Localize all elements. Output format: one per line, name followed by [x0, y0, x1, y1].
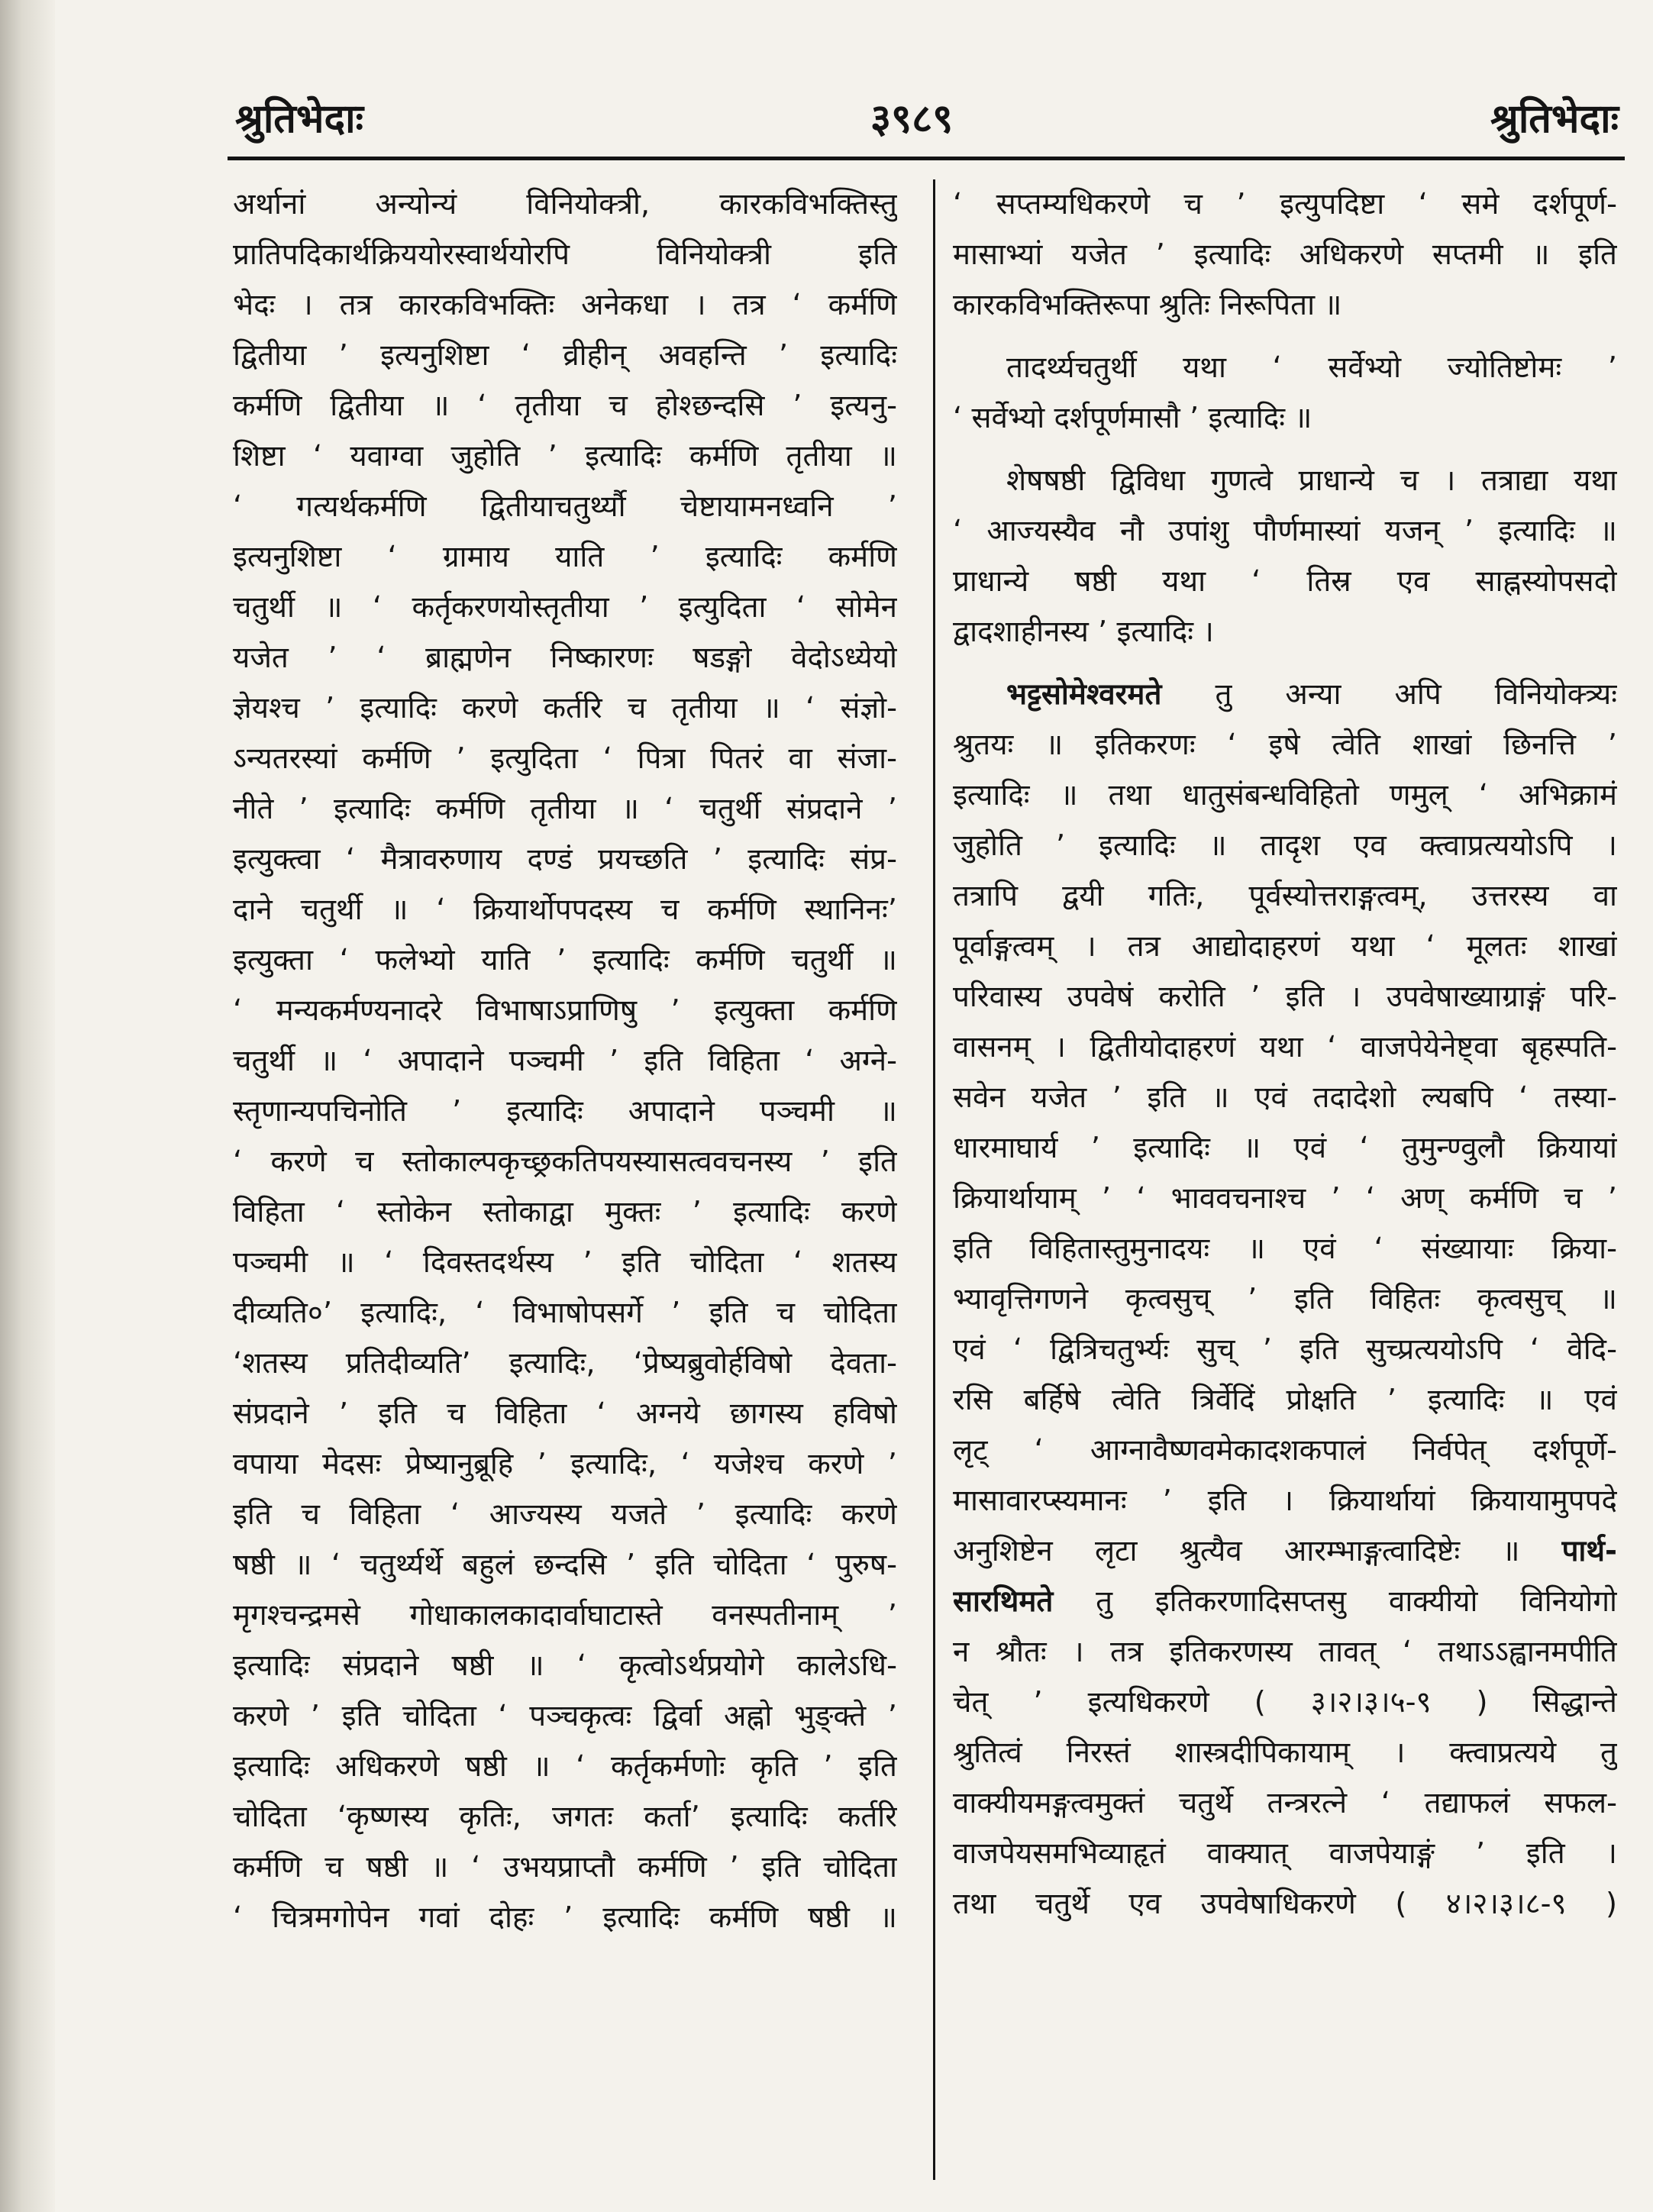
- text-line: इत्यनुशिष्टा ‘ ग्रामाय याति ’ इत्यादिः कर्मणि: [233, 540, 897, 574]
- paragraph: [953, 179, 1617, 331]
- running-header-right: श्रुतिभेदाः: [1490, 96, 1619, 142]
- author-name: पार्थ-: [1561, 1534, 1617, 1568]
- text-line: इत्युक्त्वा ‘ मैत्रावरुणाय दण्डं प्रयच्छति ’ इत्यादिः संप्र-: [233, 842, 897, 877]
- text-line: भेदः । तत्र कारकविभक्तिः अनेकधा । तत्र ‘ कर्मणि: [233, 288, 897, 322]
- text-line: ‘ मन्यकर्मण्यनादरे विभाषाऽप्राणिषु ’ इत्युक्ता कर्मणि: [233, 993, 897, 1028]
- text-line: तादर्थ्यचतुर्थी यथा ‘ सर्वेभ्यो ज्योतिष्टोमः ’: [1006, 350, 1617, 385]
- text-line: विहिता ‘ स्तोकेन स्तोकाद्वा मुक्तः ’ इत्यादिः करणे: [233, 1195, 897, 1229]
- text-line: शिष्टा ‘ यवाग्वा जुहोति ’ इत्यादिः कर्मणि तृतीया ॥: [233, 439, 897, 473]
- text-line: इति च विहिता ‘ आज्यस्य यजते ’ इत्यादिः करणे: [233, 1497, 897, 1532]
- page-binding-edge: [0, 0, 55, 2212]
- column-divider: [933, 179, 935, 2180]
- text-line: यजेत ’ ‘ ब्राह्मणेन निष्कारणः षडङ्गो वेदोऽध्येयो: [233, 641, 897, 675]
- text-span: अनुशिष्टेन लृटा श्रुत्यैव आरम्भाङ्गत्वादिष्टेः ॥: [953, 1534, 1520, 1568]
- text-line: इत्यादिः अधिकरणे षष्ठी ॥ ‘ कर्तृकर्मणोः कृति ’ इति: [233, 1749, 897, 1784]
- text-line: षष्ठी ॥ ‘ चतुर्थ्यर्थे बहुलं छन्दसि ’ इति चोदिता ‘ पुरुष-: [233, 1548, 897, 1582]
- text-line: द्वादशाहीनस्य ’ इत्यादिः ।: [953, 615, 1214, 649]
- text-line: संप्रदाने ’ इति च विहिता ‘ अग्नये छागस्य हविषो: [233, 1397, 897, 1431]
- header-rule: [228, 157, 1625, 160]
- text-line: प्राधान्ये षष्ठी यथा ‘ तिस्र एव साह्नस्योपसदो: [953, 564, 1617, 599]
- text-line: ‘ चित्रमगोपेन गवां दोहः ’ इत्यादिः कर्मणि षष्ठी ॥: [233, 1900, 897, 1935]
- author-name: सारथिमते: [953, 1584, 1054, 1619]
- text-line: दीव्यति०’ इत्यादिः, ‘ विभाषोपसर्गे ’ इति च चोदिता: [233, 1296, 897, 1330]
- right-column: [953, 179, 1617, 1929]
- page-number: ३९८९: [870, 96, 954, 142]
- text-span: तु इतिकरणादिसप्तसु वाक्यीयो विनियोगो: [1096, 1584, 1617, 1619]
- text-line: ज्ञेयश्च ’ इत्यादिः करणे कर्तरि च तृतीया ॥ ‘ संज्ञो-: [233, 691, 897, 725]
- text-line: लृट् ‘ आग्नावैष्णवमेकादशकपालं निर्वपेत् दर्शपूर्णे-: [953, 1433, 1617, 1468]
- text-line: वाजपेयसमभिव्याहृतं वाक्यात् वाजपेयाङ्गं ’ इति ।: [953, 1836, 1617, 1871]
- text-line: रसि बर्हिषे त्वेति त्रिर्वेदिं प्रोक्षति ’ इत्यादिः ॥ एवं: [953, 1383, 1617, 1417]
- text-line: श्रुतित्वं निरस्तं शास्त्रदीपिकायाम् । क्त्वाप्रत्यये तु: [953, 1736, 1617, 1770]
- text-line: वपाया मेदसः प्रेष्यानुब्रूहि ’ इत्यादिः, ‘ यजेश्च करणे ’: [233, 1447, 897, 1481]
- text-line: कर्मणि च षष्ठी ॥ ‘ उभयप्राप्तौ कर्मणि ’ इति चोदिता: [233, 1850, 897, 1884]
- text-line: श्रुतयः ॥ इतिकरणः ‘ इषे त्वेति शाखां छिनत्ति ’: [953, 728, 1617, 762]
- text-line: शेषषष्ठी द्विविधा गुणत्वे प्राधान्ये च । तत्राद्या यथा: [1006, 463, 1617, 498]
- text-line: ‘ गत्यर्थकर्मणि द्वितीयाचतुर्थ्यौ चेष्टायामनध्वनि ’: [233, 489, 897, 524]
- text-line: स्तृणान्यपचिनोति ’ इत्यादिः अपादाने पञ्चमी ॥: [233, 1094, 897, 1129]
- text-line: इत्युक्ता ‘ फलेभ्यो याति ’ इत्यादिः कर्मणि चतुर्थी ॥: [233, 943, 897, 977]
- text-line: न श्रौतः । तत्र इतिकरणस्य तावत् ‘ तथाऽऽह्वानमपीति: [953, 1635, 1617, 1669]
- text-line: तत्रापि द्वयी गतिः, पूर्वस्योत्तराङ्गत्वम्, उत्तरस्य वा: [953, 879, 1617, 913]
- text-line: [953, 1526, 1617, 1577]
- text-line: इत्यादिः ॥ तथा धातुसंबन्धविहितो णमुल् ‘ अभिक्रामं: [953, 778, 1617, 812]
- text-line: इत्यादिः संप्रदाने षष्ठी ॥ ‘ कृत्वोऽर्थप्रयोगे कालेऽधि-: [233, 1649, 897, 1683]
- text-line: भ्यावृत्तिगणने कृत्वसुच् ’ इति विहितः कृत्वसुच् ॥: [953, 1282, 1617, 1316]
- text-line: कारकविभक्तिरूपा श्रुतिः निरूपिता ॥: [953, 288, 1342, 322]
- text-line: मासाभ्यां यजेत ’ इत्यादिः अधिकरणे सप्तमी ॥ इति: [953, 237, 1617, 272]
- paragraph: [953, 670, 1617, 1929]
- text-line: एवं ‘ द्वित्रिचतुर्भ्यः सुच् ’ इति सुच्प्रत्ययोऽपि ‘ वेदि-: [953, 1332, 1617, 1367]
- text-line: ‘ सप्तम्यधिकरणे च ’ इत्युपदिष्टा ‘ समे दर्शपूर्ण-: [953, 187, 1617, 221]
- running-header-left: श्रुतिभेदाः: [235, 96, 364, 142]
- text-line: पूर्वाङ्गत्वम् । तत्र आद्योदाहरणं यथा ‘ मूलतः शाखां: [953, 929, 1617, 964]
- text-line: ‘ करणे च स्तोकाल्पकृच्छ्रकतिपयस्यासत्ववचनस्य ’ इति: [233, 1145, 897, 1179]
- left-column: [233, 179, 897, 1943]
- text-line: वाक्यीयमङ्गत्वमुक्तं चतुर्थे तन्त्ररत्ने ‘ तद्याफलं सफल-: [953, 1786, 1617, 1820]
- author-name: भट्टसोमेश्वरमते: [1006, 677, 1162, 712]
- text-line: मासावारप्स्यमानः ’ इति । क्रियार्थायां क्रियायामुपपदे: [953, 1484, 1617, 1518]
- text-line: चतुर्थी ॥ ‘ कर्तृकरणयोस्तृतीया ’ इत्युदिता ‘ सोमेन: [233, 590, 897, 625]
- paragraph: [953, 456, 1617, 657]
- text-line: इति विहितास्तुमुनादयः ॥ एवं ‘ संख्यायाः क्रिया-: [953, 1232, 1617, 1266]
- text-line: प्रातिपदिकार्थक्रिययोरस्वार्थयोरपि विनियोक्त्री इति: [233, 237, 897, 272]
- text-line: ‘शतस्य प्रतिदीव्यति’ इत्यादिः, ‘प्रेष्यब्रुवोर्हविषो देवता-: [233, 1346, 897, 1380]
- text-line: कर्मणि द्वितीया ॥ ‘ तृतीया च होश्छन्दसि ’ इत्यनु-: [233, 389, 897, 423]
- text-line: [953, 1577, 1617, 1627]
- text-line: वासनम् । द्वितीयोदाहरणं यथा ‘ वाजपेयेनेष्ट्वा बृहस्पति-: [953, 1030, 1617, 1064]
- text-line: [953, 670, 1617, 720]
- text-line: धारमाघार्य ’ इत्यादिः ॥ एवं ‘ तुमुन्ण्वुलौ क्रियायां: [953, 1131, 1617, 1165]
- text-line: दाने चतुर्थी ॥ ‘ क्रियार्थोपपदस्य च कर्मणि स्थानिनः’: [233, 893, 897, 927]
- text-line: चोदिता ‘कृष्णस्य कृतिः, जगतः कर्ता’ इत्यादिः कर्तरि: [233, 1800, 897, 1834]
- text-line: मृगश्चन्द्रमसे गोधाकालकादार्वाघाटास्ते वनस्पतीनाम् ’: [233, 1598, 897, 1632]
- text-line: जुहोति ’ इत्यादिः ॥ तादृश एव क्त्वाप्रत्ययोऽपि ।: [953, 828, 1617, 863]
- text-line: करणे ’ इति चोदिता ‘ पञ्चकृत्वः द्विर्वा अह्नो भुङ्क्ते ’: [233, 1699, 897, 1733]
- text-line: परिवास्य उपवेषं करोति ’ इति । उपवेषाख्याग्राङ्गं परि-: [953, 980, 1617, 1014]
- text-line: चतुर्थी ॥ ‘ अपादाने पञ्चमी ’ इति विहिता ‘ अग्ने-: [233, 1044, 897, 1078]
- text-line: क्रियार्थायाम् ’ ‘ भाववचनाश्च ’ ‘ अण् कर्मणि च ’: [953, 1181, 1617, 1216]
- text-span: तु अन्या अपि विनियोक्त्र्यः: [1215, 677, 1617, 712]
- text-line: नीते ’ इत्यादिः कर्मणि तृतीया ॥ ‘ चतुर्थी संप्रदाने ’: [233, 792, 897, 826]
- text-line: ऽन्यतरस्यां कर्मणि ’ इत्युदिता ‘ पित्रा पितरं वा संजा-: [233, 741, 897, 776]
- text-line: तथा चतुर्थे एव उपवेषाधिकरणे ( ४।२।३।८-९ ): [953, 1887, 1617, 1921]
- text-line: चेत् ’ इत्यधिकरणे ( ३।२।३।५-९ ) सिद्धान्ते: [953, 1685, 1617, 1720]
- text-line: सवेन यजेत ’ इति ॥ एवं तदादेशो ल्यबपि ‘ तस्या-: [953, 1080, 1617, 1115]
- text-line: ‘ सर्वेभ्यो दर्शपूर्णमासौ ’ इत्यादिः ॥: [953, 401, 1312, 435]
- paragraph: [953, 343, 1617, 444]
- text-line: ‘ आज्यस्यैव नौ उपांशु पौर्णमास्यां यजन् ’ इत्यादिः ॥: [953, 514, 1617, 548]
- text-line: अर्थानां अन्योन्यं विनियोक्त्री, कारकविभक्तिस्तु: [233, 187, 897, 221]
- text-line: द्वितीया ’ इत्यनुशिष्टा ‘ व्रीहीन् अवहन्ति ’ इत्यादिः: [233, 338, 897, 373]
- text-line: पञ्चमी ॥ ‘ दिवस्तदर्थस्य ’ इति चोदिता ‘ शतस्य: [233, 1245, 897, 1280]
